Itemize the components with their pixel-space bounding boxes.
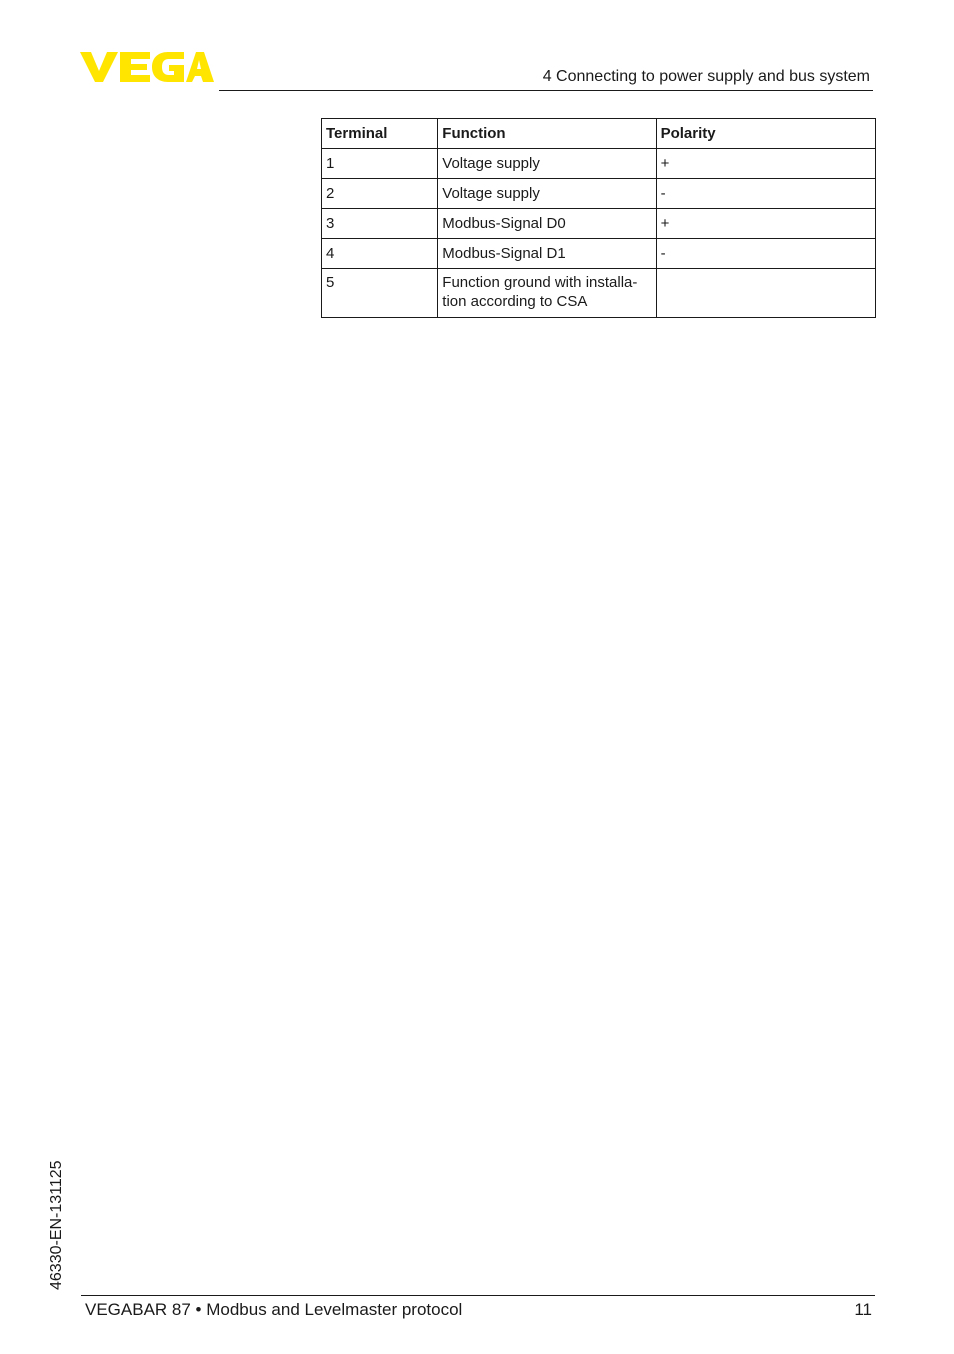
polarity-cell: + (656, 209, 875, 239)
page-number: 11 (854, 1300, 872, 1319)
table-row (322, 179, 876, 209)
terminal-cell: 1 (322, 149, 438, 179)
polarity-cell (656, 269, 875, 318)
column-header-polarity: Polarity (656, 119, 875, 149)
polarity-cell: + (656, 149, 875, 179)
function-cell: Function ground with installa- tion according to CSA (438, 269, 656, 318)
terminal-cell: 3 (322, 209, 438, 239)
vega-logo (80, 48, 214, 86)
table-row (322, 269, 876, 318)
terminal-table (321, 118, 876, 318)
function-cell: Voltage supply (438, 149, 656, 179)
terminal-cell: 2 (322, 179, 438, 209)
footer-divider (81, 1295, 875, 1296)
table-row (322, 149, 876, 179)
document-number: 46330-EN-131125 (48, 1160, 65, 1290)
vega-logo-icon (80, 48, 214, 86)
function-cell: Voltage supply (438, 179, 656, 209)
terminal-cell: 5 (322, 269, 438, 318)
function-cell: Modbus-Signal D1 (438, 239, 656, 269)
header-divider (219, 90, 873, 91)
section-title: 4 Connecting to power supply and bus system (542, 68, 870, 85)
table-row (322, 239, 876, 269)
footer-product-title: VEGABAR 87 • Modbus and Levelmaster protocol (85, 1300, 463, 1319)
polarity-cell: - (656, 239, 875, 269)
polarity-cell: - (656, 179, 875, 209)
terminal-cell: 4 (322, 239, 438, 269)
table-header-row (322, 119, 876, 149)
column-header-function: Function (438, 119, 656, 149)
column-header-terminal: Terminal (322, 119, 438, 149)
function-cell: Modbus-Signal D0 (438, 209, 656, 239)
table-row (322, 209, 876, 239)
